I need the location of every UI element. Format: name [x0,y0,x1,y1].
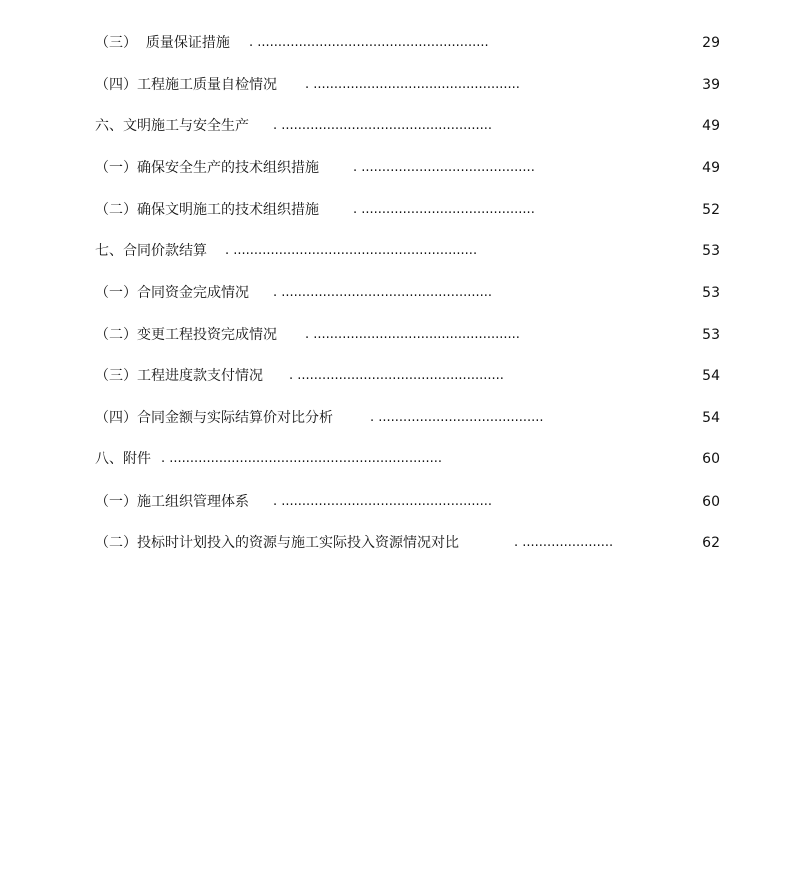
toc-entry[interactable] [0,200,793,220]
toc-entry-title: （一）施工组织管理体系 [95,494,249,510]
toc-entry[interactable] [0,408,793,428]
toc-entry[interactable] [0,33,793,53]
toc-entry-title: （二）投标时计划投入的资源与施工实际投入资源情况对比 [95,535,459,551]
toc-page-number: 53 [702,243,720,259]
toc-dot-leader: . ........................................................... [225,243,478,258]
toc-entry-title: 八、附件 [95,451,151,467]
toc-dot-leader: . ........................................................ [249,35,489,50]
toc-entry[interactable] [0,241,793,261]
toc-dot-leader: . .................................................. [289,368,504,383]
toc-entry-title: 六、文明施工与安全生产 [95,118,249,134]
toc-entry-title: （二）确保文明施工的技术组织措施 [95,202,319,218]
toc-page-number: 62 [702,535,720,551]
toc-dot-leader: . ........................................ [370,410,544,425]
toc-dot-leader: . .................................................. [305,327,520,342]
toc-entry-title: （三） 质量保证措施 [95,35,230,51]
toc-entry[interactable] [0,283,793,303]
toc-dot-leader: . ................................................... [273,285,493,300]
toc-entry-title: （四）合同金额与实际结算价对比分析 [95,410,333,426]
toc-entry-title: （四）工程施工质量自检情况 [95,77,277,93]
toc-dot-leader: . ................................................... [273,118,493,133]
toc-page-number: 29 [702,35,720,51]
toc-entry-title: （一）合同资金完成情况 [95,285,249,301]
toc-entry[interactable] [0,158,793,178]
toc-page-number: 53 [702,327,720,343]
toc-dot-leader: . ................................................... [273,494,493,509]
toc-entry[interactable] [0,116,793,136]
toc-dot-leader: . .......................................... [353,202,535,217]
toc-dot-leader: . .................................................. [305,77,520,92]
toc-page-number: 60 [702,451,720,467]
toc-page-number: 39 [702,77,720,93]
toc-entry[interactable] [0,325,793,345]
toc-page-number: 53 [702,285,720,301]
toc-entry[interactable] [0,449,793,469]
toc-entry[interactable] [0,533,793,553]
toc-page-number: 49 [702,160,720,176]
toc-entry-title: 七、合同价款结算 [95,243,207,259]
toc-page-number: 52 [702,202,720,218]
toc-page-number: 54 [702,368,720,384]
toc-dot-leader: . .................................................................. [161,451,442,466]
toc-page-number: 49 [702,118,720,134]
toc-dot-leader: . ...................... [514,535,614,550]
toc-page-number: 60 [702,494,720,510]
toc-entry-title: （一）确保安全生产的技术组织措施 [95,160,319,176]
toc-entry[interactable] [0,492,793,512]
toc-page-number: 54 [702,410,720,426]
toc-entry[interactable] [0,366,793,386]
toc-entry[interactable] [0,75,793,95]
toc-entry-title: （二）变更工程投资完成情况 [95,327,277,343]
toc-dot-leader: . .......................................... [353,160,535,175]
toc-entry-title: （三）工程进度款支付情况 [95,368,263,384]
